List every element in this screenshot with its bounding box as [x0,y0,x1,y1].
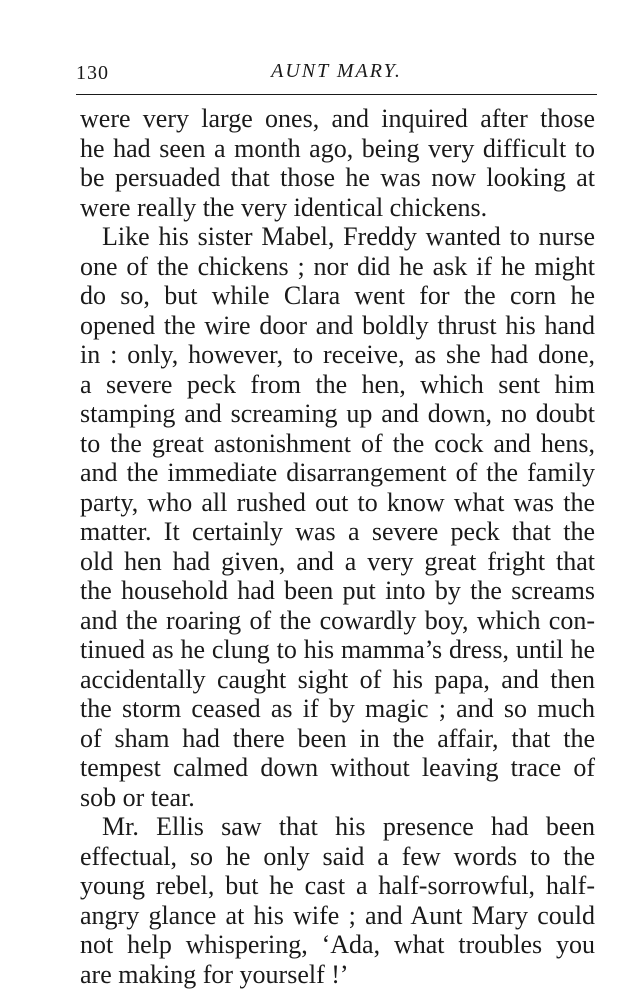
text-line: of sham had there been in the affair, that the [80,723,595,753]
text-line: he had seen a month ago, being very difficult to [80,133,595,163]
text-line: Like his sister Mabel, Freddy wanted to nurse [102,222,595,251]
text-line: tinued as he clung to his mamma’s dress, until he [80,635,595,664]
text-line: young rebel, but he cast a half-sorrowful, half- [80,871,595,900]
text-line: opened the wire door and boldly thrust his hand [80,310,595,340]
text-line: be persuaded that those he was now looking at [80,163,595,192]
text-line: a severe peck from the hen, which sent him [80,369,595,399]
running-title: AUNT MARY. [271,60,402,82]
text-line: angry glance at his wife ; and Aunt Mary could [80,900,595,930]
text-line: accidentally caught sight of his papa, and then [80,664,595,694]
text-line: one of the chickens ; nor did he ask if he might [80,251,595,281]
text-line: to the great astonishment of the cock and hens, [80,428,595,458]
text-line: Mr. Ellis saw that his presence had been [102,812,595,841]
text-line: and the immediate disarrangement of the family [80,458,595,487]
page-number: 130 [76,62,109,84]
text-line: stamping and screaming up and down, no doubt [80,399,595,428]
page-header [76,58,597,86]
body-text [80,104,595,989]
header-rule [76,94,597,95]
text-line: the household had been put into by the screams [80,576,595,605]
text-line: are making for yourself !’ [80,959,349,989]
text-line: tempest calmed down without leaving trace of [80,753,595,782]
text-line: not help whispering, ‘Ada, what troubles you [80,930,595,959]
text-line: do so, but while Clara went for the corn he [80,281,595,310]
text-line: were really the very identical chickens. [80,192,488,222]
text-line: effectual, so he only said a few words to the [80,841,595,871]
text-line: old hen had given, and a very great fright that [80,546,595,576]
text-line: the storm ceased as if by magic ; and so much [80,694,595,723]
text-line: party, who all rushed out to know what was the [80,487,595,517]
text-line: in : only, however, to receive, as she had done, [80,340,595,369]
text-line: were very large ones, and inquired after those [80,104,595,133]
text-line: and the roaring of the cowardly boy, which con- [80,605,595,635]
text-line: sob or tear. [80,782,195,812]
text-line: matter. It certainly was a severe peck that the [80,517,595,546]
